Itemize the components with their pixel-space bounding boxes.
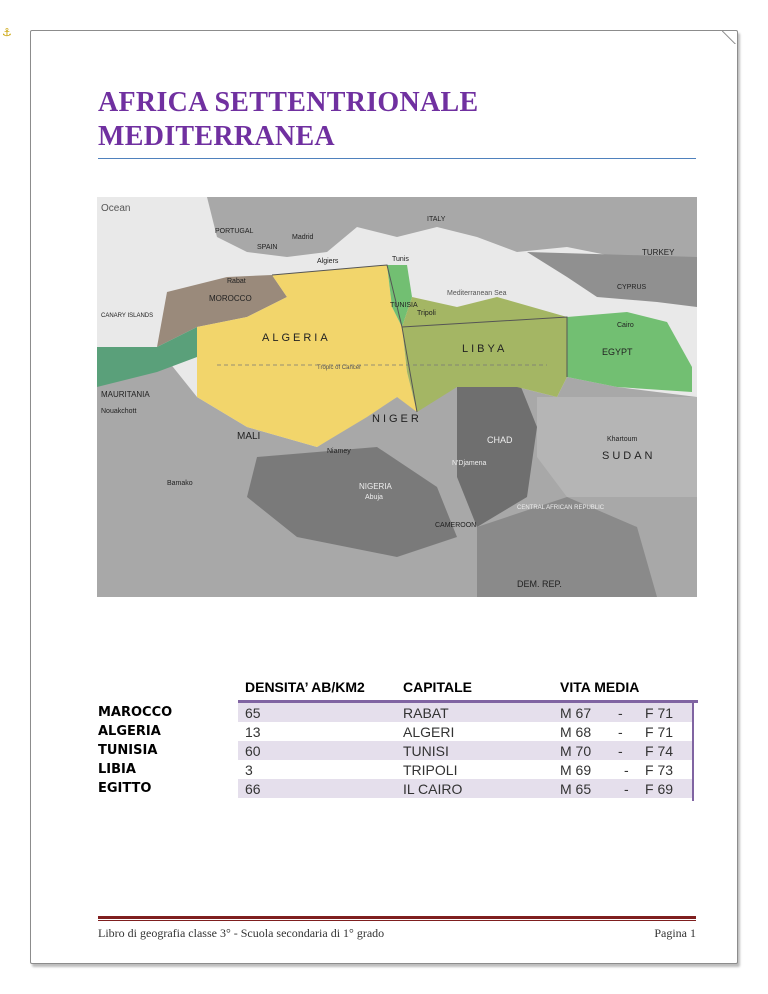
row-female-life: F 71: [645, 705, 674, 721]
row-female-life: F 69: [645, 781, 674, 797]
row-dash: -: [618, 743, 623, 759]
map-label-spain: SPAIN: [257, 244, 278, 251]
title-line-1: AFRICA SETTENTRIONALE: [98, 87, 479, 118]
map-label-ocean: Ocean: [101, 203, 131, 214]
map-label-morocco: MOROCCO: [209, 294, 252, 303]
map-label-egypt: EGYPT: [602, 347, 633, 357]
map-label-niger: NIGER: [372, 413, 422, 425]
page-corner-fold-icon: [722, 30, 736, 44]
map-label-portugal: PORTUGAL: [215, 228, 254, 235]
north-africa-map: [97, 197, 697, 597]
row-capital: TUNISI: [403, 743, 449, 759]
title-underline: [98, 158, 696, 159]
map-label-tripoli: Tripoli: [417, 310, 436, 317]
row-density: 66: [245, 781, 261, 797]
row-male-life: M 70: [560, 743, 592, 759]
footer-rule-thin: [98, 920, 696, 921]
map-label-canary: CANARY ISLANDS: [101, 313, 154, 319]
map-label-tunisia: TUNISIA: [390, 302, 418, 309]
map-label-algeria: ALGERIA: [262, 332, 331, 344]
anchor-icon: ⚓: [2, 26, 12, 39]
map-label-mali: MALI: [237, 431, 261, 442]
map-image: [97, 197, 697, 597]
map-label-turkey: TURKEY: [642, 248, 675, 257]
row-female-life: F 74: [645, 743, 674, 759]
row-country: ALGERIA: [98, 724, 161, 739]
map-sudan: [537, 397, 697, 497]
map-label-cyprus: CYPRUS: [617, 284, 647, 291]
row-density: 65: [245, 705, 261, 721]
row-country: LIBIA: [98, 762, 136, 777]
header-capital: CAPITALE: [403, 679, 472, 695]
map-label-abuja: Abuja: [365, 494, 383, 501]
map-label-mauritania: MAURITANIA: [101, 390, 150, 399]
map-label-mediterranean: Mediterranean Sea: [447, 290, 507, 297]
row-density: 3: [245, 762, 253, 778]
row-stripe-1: [238, 703, 693, 722]
row-female-life: F 71: [645, 724, 674, 740]
row-female-life: F 73: [645, 762, 674, 778]
map-label-libya: LIBYA: [462, 343, 508, 355]
map-label-khartoum: Khartoum: [607, 436, 638, 443]
row-male-life: M 69: [560, 762, 592, 778]
map-label-dem-rep: DEM. REP.: [517, 579, 562, 589]
row-male-life: M 68: [560, 724, 592, 740]
row-dash: -: [618, 705, 623, 721]
map-label-tropic: Tropic of Cancer: [317, 365, 362, 371]
row-country: TUNISIA: [98, 743, 158, 758]
map-label-madrid: Madrid: [292, 234, 314, 241]
row-dash: -: [618, 724, 623, 740]
table-side-rule: [692, 703, 694, 801]
row-stripe-3: [238, 741, 693, 760]
footer-rule: [98, 916, 696, 919]
map-label-algiers: Algiers: [317, 258, 339, 265]
row-male-life: M 65: [560, 781, 592, 797]
map-label-chad: CHAD: [487, 435, 513, 445]
map-label-rabat: Rabat: [227, 278, 246, 285]
map-label-nigeria: NIGERIA: [359, 482, 392, 491]
row-capital: ALGERI: [403, 724, 455, 740]
page-title: [98, 86, 479, 154]
row-country: MAROCCO: [98, 705, 173, 720]
map-label-car: CENTRAL AFRICAN REPUBLIC: [517, 505, 605, 511]
title-line-2: MEDITERRANEA: [98, 121, 335, 152]
row-country: EGITTO: [98, 781, 152, 796]
map-label-sudan: SUDAN: [602, 450, 656, 462]
header-density: DENSITA’ AB/KM2: [245, 679, 365, 695]
row-dash: -: [624, 781, 629, 797]
row-density: 60: [245, 743, 261, 759]
map-label-tunis: Tunis: [392, 256, 409, 263]
map-label-italy: ITALY: [427, 216, 446, 223]
row-capital: RABAT: [403, 705, 449, 721]
map-label-bamako: Bamako: [167, 480, 193, 487]
map-label-cameroon: CAMEROON: [435, 522, 477, 529]
row-capital: IL CAIRO: [403, 781, 463, 797]
row-dash: -: [624, 762, 629, 778]
map-label-niamey: Niamey: [327, 448, 351, 455]
row-capital: TRIPOLI: [403, 762, 458, 778]
map-label-cairo: Cairo: [617, 322, 634, 329]
footer-book-title: Libro di geografia classe 3° - Scuola secondaria di 1° grado: [98, 926, 385, 940]
row-male-life: M 67: [560, 705, 592, 721]
header-life-expectancy: VITA MEDIA: [560, 679, 640, 695]
map-label-nouakchott: Nouakchott: [101, 408, 137, 415]
map-label-ndjamena: N'Djamena: [452, 460, 487, 467]
page-number: Pagina 1: [654, 926, 696, 940]
row-density: 13: [245, 724, 261, 740]
